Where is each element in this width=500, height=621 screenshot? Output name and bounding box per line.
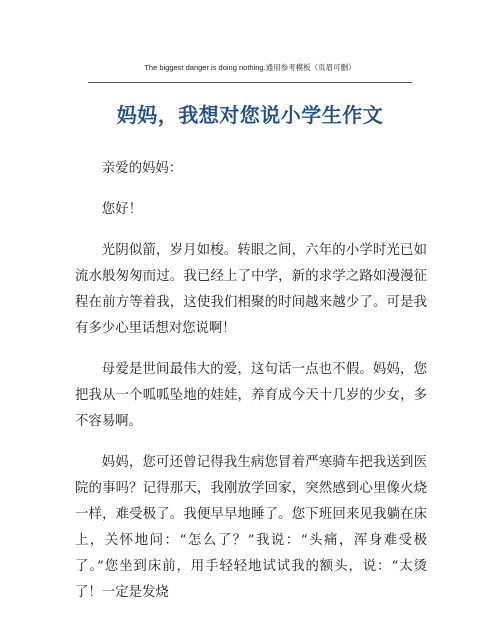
- paragraph: 光阴似箭，岁月如梭。转眼之间，六年的小学时光已如流水般匆匆而过。我已经上了中学，新的求学之路如漫漫征程在前方等着我，这使我们相聚的时间越来越少了。可是我有多少心里话想对您说啊！: [75, 243, 427, 336]
- document-title: 妈妈，我想对您说小学生作文: [116, 103, 384, 127]
- page-header: The biggest danger is doing nothing.通用参考模板（页眉可删）: [144, 63, 356, 72]
- paragraph-greeting: 您好！: [101, 202, 142, 217]
- document-body: [75, 156, 427, 621]
- header-divider: [88, 82, 412, 83]
- paragraph: 妈妈，您可还曾记得我生病您冒着严寒骑车把我送到医院的事吗？记得那天，我刚放学回家，突然感到心里像火烧一样，难受极了。我便早早地睡了。您下班回来见我躺在床上，关怀地问：“怎么了？”我说：“头痛，浑身难受极了。”您坐到床前，用手轻轻地试试我的额头，说：“太烫了！一定是发烧: [75, 455, 427, 600]
- paragraph: 母爱是世间最伟大的爱，这句话一点也不假。妈妈，您把我从一个呱呱坠地的娃娃，养育成今天十几岁的少女，多不容易啊。: [75, 362, 427, 429]
- paragraph-salutation: 亲爱的妈妈：: [101, 161, 183, 176]
